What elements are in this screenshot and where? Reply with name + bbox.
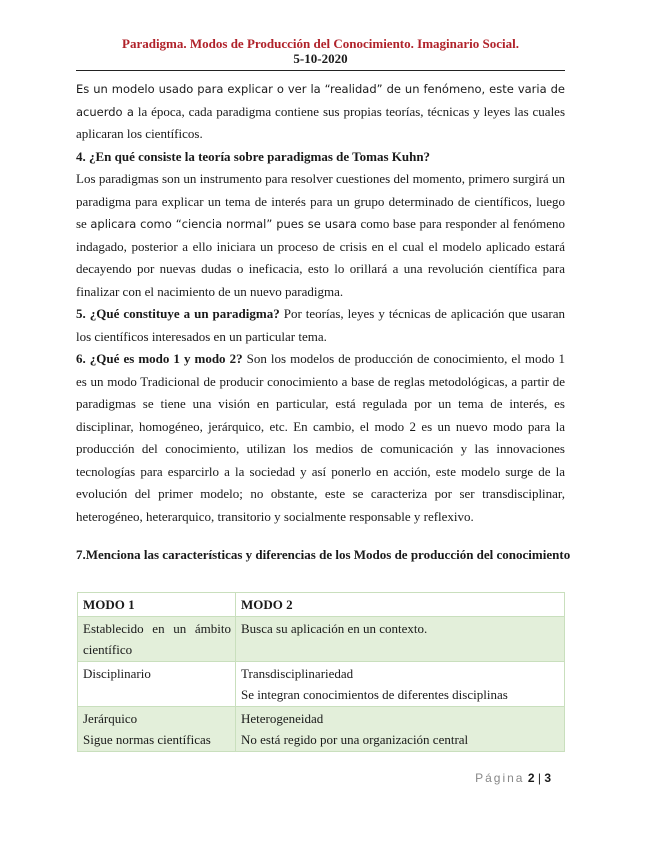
table-cell: Busca su aplicación en un contexto. [236,617,565,662]
cell-line: Sigue normas científicas [83,732,211,747]
modes-table [77,592,565,752]
answer-4 [76,168,565,303]
table-row [78,662,565,707]
document-date: 5-10-2020 [293,51,348,66]
table-cell: Disciplinario [78,662,236,707]
cell-line: No está regido por una organización central [241,732,469,747]
table-row [78,707,565,752]
table-cell [78,707,236,752]
cell-line: Heterogeneidad [241,711,324,726]
question-5-paragraph [76,303,565,348]
page-label: Página [475,771,525,785]
page-total: 3 [544,771,551,785]
table-cell [236,707,565,752]
cell-line: Transdisciplinariedad [241,666,354,681]
page-separator: | [537,771,541,785]
answer-4-sans: aplicara como “ciencia normal” pues se usara [90,217,357,231]
table-header-row [78,593,565,617]
answer-4-part-b: como base para responder al fenómeno indagado, posterior a ello iniciara un proceso de crisis en el cual el modelo aplicado estará decayendo por nuevas dudas o ineficacia, esto lo orillará a una revolución científica para finalizar con el nacimiento de un nuevo paradigma. [76,216,566,299]
intro-paragraph [76,78,565,146]
column-header: MODO 2 [236,593,565,617]
column-header: MODO 1 [78,593,236,617]
table-row [78,617,565,662]
intro-serif-text: la época, cada paradigma contiene sus propias teorías, técnicas y leyes las cuales aplicaran los científicos. [76,103,566,141]
question-5: 5. ¿Qué constituye a un paradigma? [76,306,280,321]
document-title: Paradigma. Modos de Producción del Conocimiento. Imaginario Social. [122,36,519,51]
answer-5: Por teorías, leyes y técnicas de aplicación que usaran los científicos interesados en un particular tema. [76,306,565,344]
question-6: 6. ¿Qué es modo 1 y modo 2? [76,351,243,366]
table-cell: Establecido en un ámbito científico [78,617,236,662]
cell-line: Jerárquico [83,711,138,726]
document-body [76,78,565,528]
answer-4-part-a: Los paradigmas son un instrumento para resolver cuestiones del momento, primero surgirá un paradigma para explicar un tema de interés para un grupo determinado de científicos, luego se [76,171,565,231]
page-header [76,36,565,71]
page-number: 2 [527,771,535,785]
answer-6: Son los modelos de producción de conocimiento, el modo 1 es un modo Tradicional de producir conocimiento a base de reglas metodológicas, a partir de paradigmas se tiene una visión en particular, está regulada por un tema de interés, es disciplinar, homogéneo, jerárquico, etc. En cambio, el modo 2 es un nuevo modo para la producción del conocimiento, utilizan los medios de comunicación y las innovaciones tecnologías para esparcirlo a la sociedad y así ponerlo en acción, este modelo surge de la evolución del primer modelo; no obstante, este se caracteriza por ser transdisciplinar, heterogéneo, heterarquico, transitorio y socialmente responsable y reflexivo. [76,351,566,524]
page-footer [475,771,551,785]
intro-sans-text: Es un modelo usado para explicar o ver la “realidad” de un fenómeno, este varia de acuerdo a [76,82,565,119]
table-cell [236,662,565,707]
question-7: 7.Menciona las características y diferencias de los Modos de producción del conocimiento [76,547,571,562]
question-4: 4. ¿En qué consiste la teoría sobre paradigmas de Tomas Kuhn? [76,148,431,164]
cell-line: Se integran conocimientos de diferentes disciplinas [241,687,508,702]
question-6-paragraph [76,348,565,528]
